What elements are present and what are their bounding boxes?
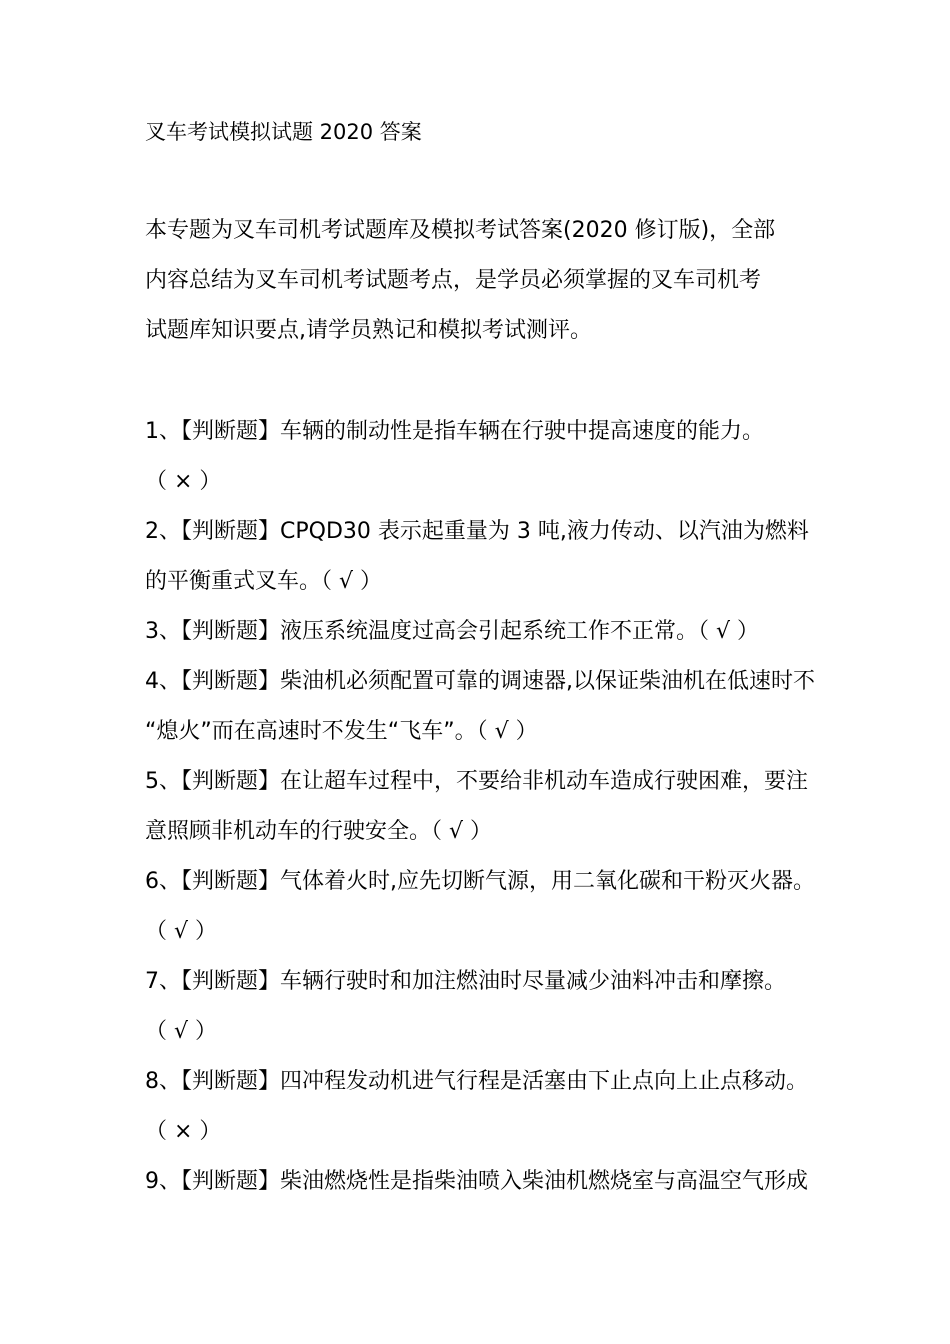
- question-6-text: 6、【判断题】气体着火时,应先切断气源，用二氧化碳和干粉灭火器。: [145, 869, 815, 894]
- question-2-text: 2、【判断题】CPQD30 表示起重量为 3 吨,液力传动、以汽油为燃料: [145, 519, 809, 544]
- intro-line: 试题库知识要点,请学员熟记和模拟考试测评。: [145, 318, 592, 343]
- question-2-text-with-answer: 的平衡重式叉车。（ √ ）: [145, 569, 383, 594]
- question-6-answer: （ √ ）: [145, 919, 218, 944]
- intro-line: 内容总结为叉车司机考试题考点，是学员必须掌握的叉车司机考: [145, 268, 762, 293]
- intro-paragraph: [145, 212, 825, 362]
- question-8-answer: （ × ）: [145, 1119, 222, 1144]
- question-9-text: 9、【判断题】柴油燃烧性是指柴油喷入柴油机燃烧室与高温空气形成: [145, 1169, 808, 1194]
- question-1-text: 1、【判断题】车辆的制动性是指车辆在行驶中提高速度的能力。: [145, 419, 764, 444]
- question-3-text-with-answer: 3、【判断题】液压系统温度过高会引起系统工作不正常。（ √ ）: [145, 619, 760, 644]
- question-list: [145, 413, 835, 1213]
- question-7-text: 7、【判断题】车辆行驶时和加注燃油时尽量减少油料冲击和摩擦。: [145, 969, 786, 994]
- question-8-text: 8、【判断题】四冲程发动机进气行程是活塞由下止点向上止点移动。: [145, 1069, 808, 1094]
- question-1-answer: （ × ）: [145, 469, 222, 494]
- question-5-text: 5、【判断题】在让超车过程中，不要给非机动车造成行驶困难，要注: [145, 769, 808, 794]
- question-4-text: 4、【判断题】柴油机必须配置可靠的调速器,以保证柴油机在低速时不: [145, 669, 815, 694]
- question-7-answer: （ √ ）: [145, 1019, 218, 1044]
- question-4-text-with-answer: “熄火”而在高速时不发生“飞车”。（ √ ）: [145, 719, 538, 744]
- intro-line: 本专题为叉车司机考试题库及模拟考试答案(2020 修订版)，全部: [145, 218, 776, 243]
- document-title: 叉车考试模拟试题 2020 答案: [145, 120, 422, 144]
- question-5-text-with-answer: 意照顾非机动车的行驶安全。（ √ ）: [145, 819, 493, 844]
